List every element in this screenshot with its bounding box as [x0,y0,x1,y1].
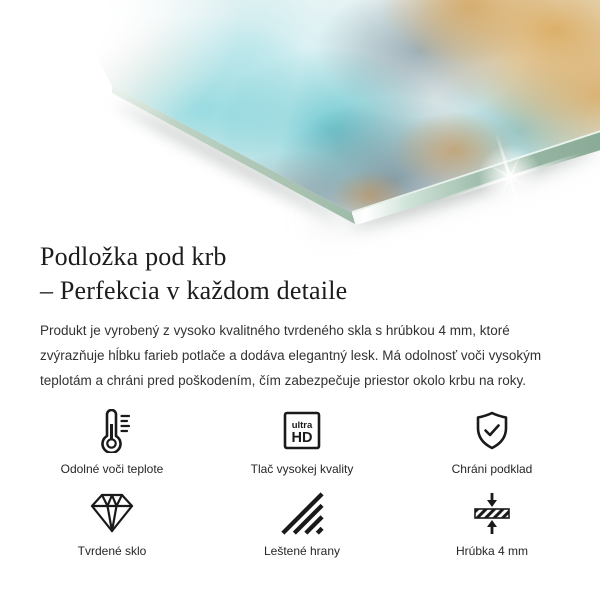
thickness-4mm-icon [468,491,516,535]
product-description: Produkt je vyrobený z vysoko kvalitného tvrdeného skla s hrúbkou 4 mm, ktoré zvýrazňuje hĺbku farieb potlače a dodáva elegantný lesk. Má odolnosť voči vysokým teplotám a chráni pred poškodením, čím zabezpečuje priestor okolo krbu na roky. [40,323,542,388]
shield-check-icon [468,409,516,453]
page-title [40,240,560,308]
ultra-hd-icon [278,409,326,453]
svg-text:ultra: ultra [291,420,313,431]
page-title-line1: Podložka pod krb [40,242,227,271]
feature-print-quality [207,409,397,477]
feature-thickness-4mm [397,491,587,559]
product-photo [0,0,600,234]
page-title-line2: – Perfekcia v každom detaile [40,276,348,305]
feature-label: Odolné voči teplote [60,462,164,476]
diamond-icon [88,491,136,535]
svg-text:HD: HD [291,430,313,446]
feature-tempered-glass [17,491,207,559]
thermometer-icon [88,409,136,453]
feature-polished-edges [207,491,397,559]
feature-label: Leštené hrany [263,544,341,558]
feature-label: Tvrdené sklo [77,544,147,558]
polished-edges-icon [279,491,325,535]
feature-grid [17,409,600,559]
feature-heat-resistant [17,409,207,477]
feature-protects-surface [397,409,587,477]
feature-label: Chráni podklad [451,462,533,476]
feature-label: Hrúbka 4 mm [455,544,529,558]
feature-label: Tlač vysokej kvality [250,462,354,476]
